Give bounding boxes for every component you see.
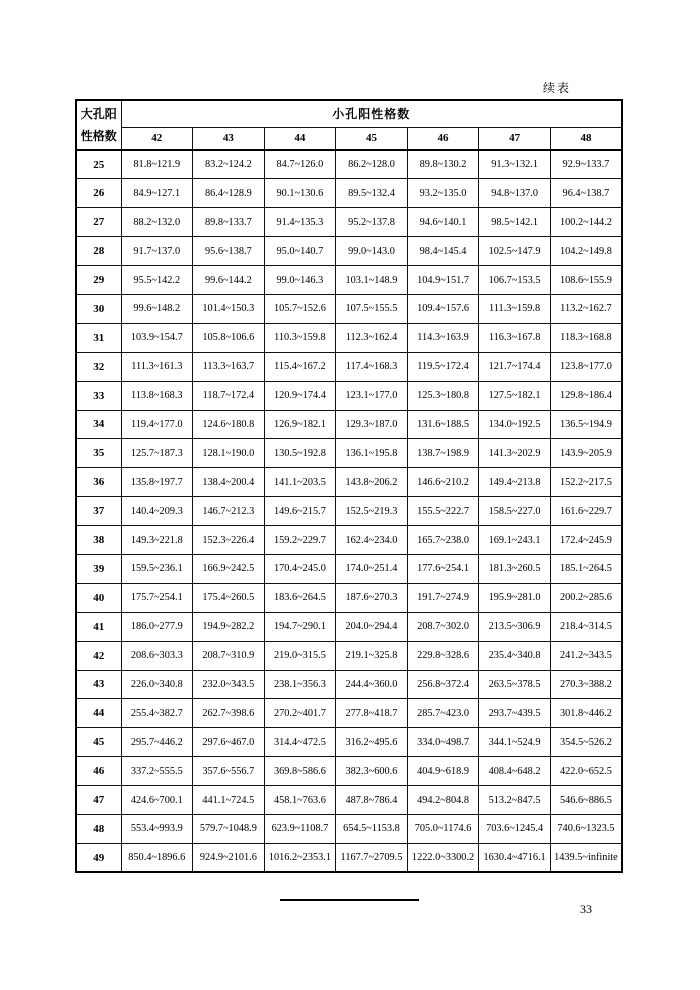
table-cell: 96.4~138.7 <box>550 179 622 208</box>
pore-count-table <box>75 99 623 873</box>
row-label: 36 <box>76 468 121 497</box>
table-cell: 162.4~234.0 <box>336 526 408 555</box>
row-label: 25 <box>76 150 121 179</box>
table-cell: 140.4~209.3 <box>121 497 193 526</box>
table-cell: 110.3~159.8 <box>264 323 336 352</box>
table-cell: 113.8~168.3 <box>121 381 193 410</box>
table-row <box>76 497 622 526</box>
table-cell: 181.3~260.5 <box>479 554 551 583</box>
table-row <box>76 728 622 757</box>
row-label: 37 <box>76 497 121 526</box>
row-label: 39 <box>76 554 121 583</box>
table-cell: 654.5~1153.8 <box>336 814 408 843</box>
column-group-title: 小孔阳性格数 <box>121 100 622 127</box>
table-cell: 130.5~192.8 <box>264 439 336 468</box>
table-cell: 143.9~205.9 <box>550 439 622 468</box>
table-cell: 513.2~847.5 <box>479 786 551 815</box>
table-cell: 494.2~804.8 <box>407 786 479 815</box>
table-cell: 166.9~242.5 <box>193 554 265 583</box>
table-row <box>76 381 622 410</box>
table-cell: 120.9~174.4 <box>264 381 336 410</box>
table-row <box>76 294 622 323</box>
table-cell: 314.4~472.5 <box>264 728 336 757</box>
table-cell: 301.8~446.2 <box>550 699 622 728</box>
table-cell: 187.6~270.3 <box>336 583 408 612</box>
row-label: 33 <box>76 381 121 410</box>
row-label: 30 <box>76 294 121 323</box>
table-cell: 270.2~401.7 <box>264 699 336 728</box>
table-row <box>76 179 622 208</box>
table-cell: 138.4~200.4 <box>193 468 265 497</box>
table-cell: 99.6~148.2 <box>121 294 193 323</box>
table-cell: 705.0~1174.6 <box>407 814 479 843</box>
table-cell: 579.7~1048.9 <box>193 814 265 843</box>
column-header-row <box>76 127 622 150</box>
table-cell: 152.3~226.4 <box>193 526 265 555</box>
table-row <box>76 323 622 352</box>
row-label: 27 <box>76 208 121 237</box>
table-cell: 185.1~264.5 <box>550 554 622 583</box>
table-cell: 149.3~221.8 <box>121 526 193 555</box>
table-cell: 136.5~194.9 <box>550 410 622 439</box>
column-header-45: 45 <box>336 127 408 150</box>
table-cell: 126.9~182.1 <box>264 410 336 439</box>
table-row <box>76 612 622 641</box>
row-label: 42 <box>76 641 121 670</box>
table-cell: 95.2~137.8 <box>336 208 408 237</box>
table-cell: 105.8~106.6 <box>193 323 265 352</box>
table-row <box>76 757 622 786</box>
table-cell: 186.0~277.9 <box>121 612 193 641</box>
table-cell: 129.3~187.0 <box>336 410 408 439</box>
table-cell: 118.7~172.4 <box>193 381 265 410</box>
table-cell: 344.1~524.9 <box>479 728 551 757</box>
table-cell: 123.8~177.0 <box>550 352 622 381</box>
table-cell: 99.6~144.2 <box>193 266 265 295</box>
table-cell: 103.9~154.7 <box>121 323 193 352</box>
table-cell: 623.9~1108.7 <box>264 814 336 843</box>
table-row <box>76 526 622 555</box>
table-cell: 703.6~1245.4 <box>479 814 551 843</box>
row-label: 32 <box>76 352 121 381</box>
table-cell: 850.4~1896.6 <box>121 843 193 872</box>
table-cell: 84.7~126.0 <box>264 150 336 179</box>
row-label: 40 <box>76 583 121 612</box>
table-row <box>76 150 622 179</box>
table-cell: 169.1~243.1 <box>479 526 551 555</box>
table-row <box>76 699 622 728</box>
table-cell: 1222.0~3300.2 <box>407 843 479 872</box>
table-row <box>76 814 622 843</box>
table-cell: 95.6~138.7 <box>193 237 265 266</box>
table-cell: 219.0~315.5 <box>264 641 336 670</box>
table-cell: 924.9~2101.6 <box>193 843 265 872</box>
row-label: 38 <box>76 526 121 555</box>
table-row <box>76 266 622 295</box>
table-cell: 337.2~555.5 <box>121 757 193 786</box>
table-cell: 95.5~142.2 <box>121 266 193 295</box>
table-cell: 159.5~236.1 <box>121 554 193 583</box>
table-cell: 138.7~198.9 <box>407 439 479 468</box>
table-cell: 106.7~153.5 <box>479 266 551 295</box>
table-cell: 99.0~146.3 <box>264 266 336 295</box>
table-cell: 95.0~140.7 <box>264 237 336 266</box>
table-cell: 98.5~142.1 <box>479 208 551 237</box>
continued-table-label: 续表 <box>543 81 572 95</box>
table-cell: 191.7~274.9 <box>407 583 479 612</box>
table-cell: 149.4~213.8 <box>479 468 551 497</box>
table-cell: 213.5~306.9 <box>479 612 551 641</box>
column-header-44: 44 <box>264 127 336 150</box>
column-header-43: 43 <box>193 127 265 150</box>
table-cell: 740.6~1323.5 <box>550 814 622 843</box>
table-cell: 111.3~159.8 <box>479 294 551 323</box>
table-cell: 89.8~130.2 <box>407 150 479 179</box>
column-header-47: 47 <box>479 127 551 150</box>
table-row <box>76 670 622 699</box>
footnote-divider <box>280 899 419 901</box>
table-cell: 408.4~648.2 <box>479 757 551 786</box>
table-cell: 93.2~135.0 <box>407 179 479 208</box>
table-cell: 89.8~133.7 <box>193 208 265 237</box>
table-row <box>76 439 622 468</box>
table-cell: 256.8~372.4 <box>407 670 479 699</box>
table-cell: 99.0~143.0 <box>336 237 408 266</box>
table-cell: 297.6~467.0 <box>193 728 265 757</box>
table-cell: 172.4~245.9 <box>550 526 622 555</box>
row-label: 34 <box>76 410 121 439</box>
table-cell: 111.3~161.3 <box>121 352 193 381</box>
table-cell: 136.1~195.8 <box>336 439 408 468</box>
table-cell: 115.4~167.2 <box>264 352 336 381</box>
table-cell: 546.6~886.5 <box>550 786 622 815</box>
table-cell: 86.4~128.9 <box>193 179 265 208</box>
column-header-48: 48 <box>550 127 622 150</box>
table-cell: 487.8~786.4 <box>336 786 408 815</box>
table-header <box>76 100 622 150</box>
table-cell: 108.6~155.9 <box>550 266 622 295</box>
table-cell: 404.9~618.9 <box>407 757 479 786</box>
table-cell: 424.6~700.1 <box>121 786 193 815</box>
table-cell: 119.5~172.4 <box>407 352 479 381</box>
table-cell: 219.1~325.8 <box>336 641 408 670</box>
table-cell: 102.5~147.9 <box>479 237 551 266</box>
table-cell: 86.2~128.0 <box>336 150 408 179</box>
table-cell: 91.4~135.3 <box>264 208 336 237</box>
table-cell: 94.8~137.0 <box>479 179 551 208</box>
table-row <box>76 468 622 497</box>
table-cell: 124.6~180.8 <box>193 410 265 439</box>
table-cell: 143.8~206.2 <box>336 468 408 497</box>
row-header-title <box>76 100 121 150</box>
table-cell: 114.3~163.9 <box>407 323 479 352</box>
table-cell: 226.0~340.8 <box>121 670 193 699</box>
table-cell: 109.4~157.6 <box>407 294 479 323</box>
table-cell: 195.9~281.0 <box>479 583 551 612</box>
table-cell: 116.3~167.8 <box>479 323 551 352</box>
table-cell: 458.1~763.6 <box>264 786 336 815</box>
table-cell: 159.2~229.7 <box>264 526 336 555</box>
table-row <box>76 641 622 670</box>
table-cell: 127.5~182.1 <box>479 381 551 410</box>
table-cell: 131.6~188.5 <box>407 410 479 439</box>
table-cell: 553.4~993.9 <box>121 814 193 843</box>
table-cell: 208.6~303.3 <box>121 641 193 670</box>
row-header-title-line1: 大孔阳 <box>80 107 117 121</box>
table-cell: 175.4~260.5 <box>193 583 265 612</box>
row-label: 35 <box>76 439 121 468</box>
table-cell: 104.9~151.7 <box>407 266 479 295</box>
row-label: 49 <box>76 843 121 872</box>
table-cell: 262.7~398.6 <box>193 699 265 728</box>
row-label: 46 <box>76 757 121 786</box>
column-header-46: 46 <box>407 127 479 150</box>
table-cell: 89.5~132.4 <box>336 179 408 208</box>
table-cell: 94.6~140.1 <box>407 208 479 237</box>
table-row <box>76 554 622 583</box>
table-cell: 90.1~130.6 <box>264 179 336 208</box>
table-row <box>76 843 622 872</box>
row-label: 47 <box>76 786 121 815</box>
table-cell: 88.2~132.0 <box>121 208 193 237</box>
table-row <box>76 410 622 439</box>
table-cell: 441.1~724.5 <box>193 786 265 815</box>
table-cell: 152.2~217.5 <box>550 468 622 497</box>
table-cell: 174.0~251.4 <box>336 554 408 583</box>
table-cell: 238.1~356.3 <box>264 670 336 699</box>
table-cell: 81.8~121.9 <box>121 150 193 179</box>
table-cell: 204.0~294.4 <box>336 612 408 641</box>
table-cell: 149.6~215.7 <box>264 497 336 526</box>
table-cell: 113.2~162.7 <box>550 294 622 323</box>
table-cell: 334.0~498.7 <box>407 728 479 757</box>
table-cell: 146.7~212.3 <box>193 497 265 526</box>
table-cell: 354.5~526.2 <box>550 728 622 757</box>
table-row <box>76 208 622 237</box>
table-cell: 255.4~382.7 <box>121 699 193 728</box>
row-label: 29 <box>76 266 121 295</box>
table-cell: 118.3~168.8 <box>550 323 622 352</box>
table-cell: 270.3~388.2 <box>550 670 622 699</box>
table-row <box>76 237 622 266</box>
table-cell: 161.6~229.7 <box>550 497 622 526</box>
table-cell: 152.5~219.3 <box>336 497 408 526</box>
row-label: 31 <box>76 323 121 352</box>
table-cell: 100.2~144.2 <box>550 208 622 237</box>
page-number: 33 <box>580 902 592 916</box>
table-cell: 117.4~168.3 <box>336 352 408 381</box>
row-label: 48 <box>76 814 121 843</box>
table-cell: 218.4~314.5 <box>550 612 622 641</box>
table-row <box>76 786 622 815</box>
table-cell: 128.1~190.0 <box>193 439 265 468</box>
table-cell: 1167.7~2709.5 <box>336 843 408 872</box>
table-cell: 104.2~149.8 <box>550 237 622 266</box>
table-cell: 119.4~177.0 <box>121 410 193 439</box>
table-cell: 129.8~186.4 <box>550 381 622 410</box>
row-header-title-line2: 性格数 <box>80 129 117 143</box>
table-cell: 135.8~197.7 <box>121 468 193 497</box>
table-cell: 98.4~145.4 <box>407 237 479 266</box>
table-cell: 121.7~174.4 <box>479 352 551 381</box>
table-cell: 155.5~222.7 <box>407 497 479 526</box>
table-cell: 112.3~162.4 <box>336 323 408 352</box>
table-cell: 113.3~163.7 <box>193 352 265 381</box>
table-cell: 208.7~302.0 <box>407 612 479 641</box>
table-cell: 422.0~652.5 <box>550 757 622 786</box>
table-cell: 263.5~378.5 <box>479 670 551 699</box>
table-cell: 158.5~227.0 <box>479 497 551 526</box>
table-cell: 84.9~127.1 <box>121 179 193 208</box>
table-row <box>76 352 622 381</box>
table-cell: 229.8~328.6 <box>407 641 479 670</box>
table-body <box>76 150 622 872</box>
table-row <box>76 583 622 612</box>
table-cell: 235.4~340.8 <box>479 641 551 670</box>
table-cell: 101.4~150.3 <box>193 294 265 323</box>
table-cell: 357.6~556.7 <box>193 757 265 786</box>
row-label: 41 <box>76 612 121 641</box>
table-cell: 83.2~124.2 <box>193 150 265 179</box>
table-cell: 175.7~254.1 <box>121 583 193 612</box>
table-cell: 107.5~155.5 <box>336 294 408 323</box>
table-cell: 125.3~180.8 <box>407 381 479 410</box>
row-label: 26 <box>76 179 121 208</box>
table-cell: 316.2~495.6 <box>336 728 408 757</box>
table-cell: 194.9~282.2 <box>193 612 265 641</box>
table-cell: 1630.4~4716.1 <box>479 843 551 872</box>
table-cell: 200.2~285.6 <box>550 583 622 612</box>
column-header-42: 42 <box>121 127 193 150</box>
table-cell: 177.6~254.1 <box>407 554 479 583</box>
table-cell: 277.8~418.7 <box>336 699 408 728</box>
table-cell: 141.1~203.5 <box>264 468 336 497</box>
table-cell: 241.2~343.5 <box>550 641 622 670</box>
table-cell: 125.7~187.3 <box>121 439 193 468</box>
table-cell: 293.7~439.5 <box>479 699 551 728</box>
table-cell: 123.1~177.0 <box>336 381 408 410</box>
table-cell: 1016.2~2353.1 <box>264 843 336 872</box>
table-cell: 194.7~290.1 <box>264 612 336 641</box>
table-cell: 146.6~210.2 <box>407 468 479 497</box>
table-cell: 92.9~133.7 <box>550 150 622 179</box>
table-cell: 103.1~148.9 <box>336 266 408 295</box>
table-cell: 295.7~446.2 <box>121 728 193 757</box>
table-cell: 91.3~132.1 <box>479 150 551 179</box>
table-cell: 1439.5~infinite <box>550 843 622 872</box>
table-cell: 369.8~586.6 <box>264 757 336 786</box>
table-cell: 134.0~192.5 <box>479 410 551 439</box>
table-cell: 183.6~264.5 <box>264 583 336 612</box>
table-cell: 208.7~310.9 <box>193 641 265 670</box>
row-label: 43 <box>76 670 121 699</box>
table-cell: 170.4~245.0 <box>264 554 336 583</box>
table-cell: 382.3~600.6 <box>336 757 408 786</box>
table-cell: 232.0~343.5 <box>193 670 265 699</box>
row-label: 44 <box>76 699 121 728</box>
table-cell: 105.7~152.6 <box>264 294 336 323</box>
table-cell: 91.7~137.0 <box>121 237 193 266</box>
table-cell: 141.3~202.9 <box>479 439 551 468</box>
group-header-row <box>76 100 622 127</box>
row-label: 45 <box>76 728 121 757</box>
table-cell: 285.7~423.0 <box>407 699 479 728</box>
row-label: 28 <box>76 237 121 266</box>
table-cell: 165.7~238.0 <box>407 526 479 555</box>
table-cell: 244.4~360.0 <box>336 670 408 699</box>
